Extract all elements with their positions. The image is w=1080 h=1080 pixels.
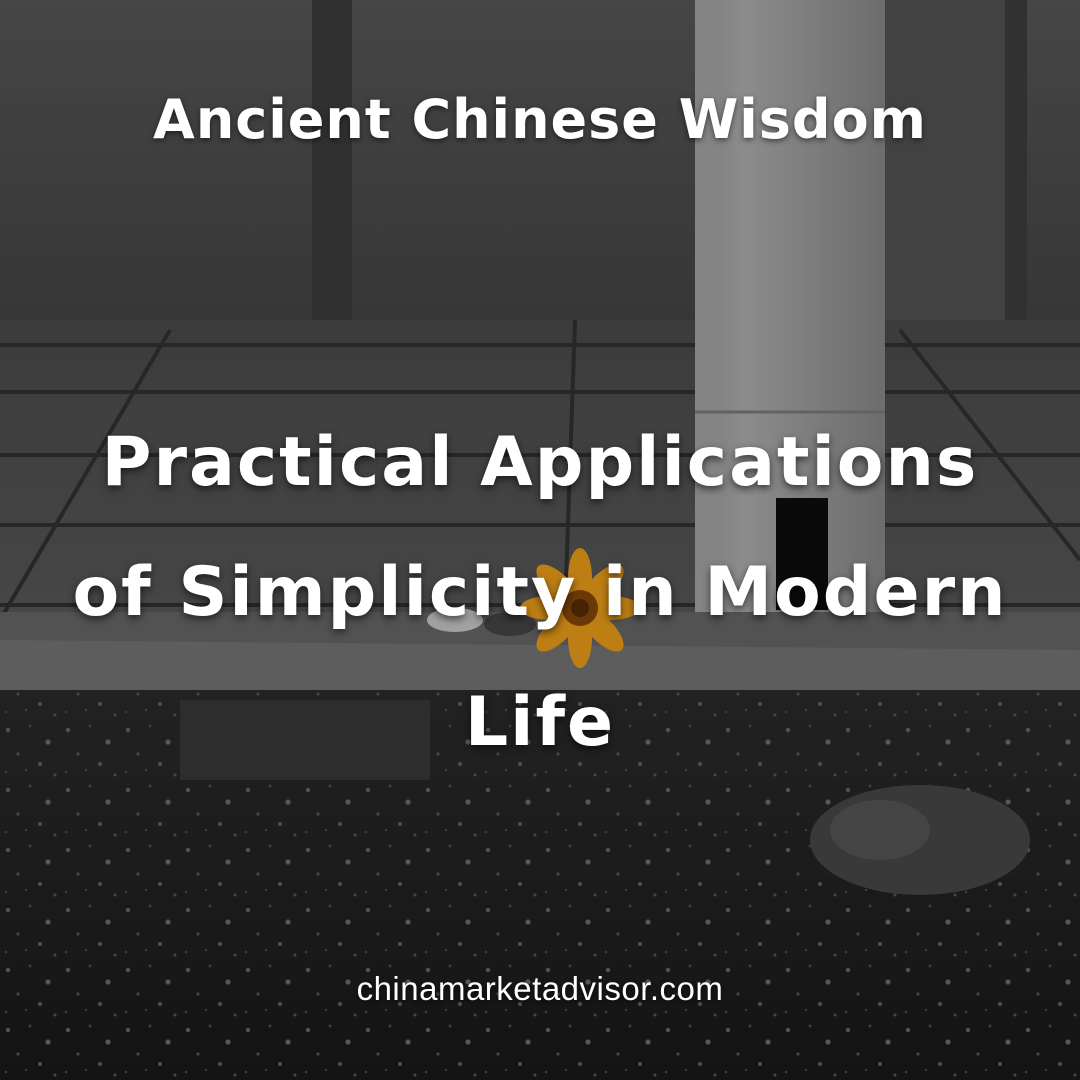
headline: Practical Applications of Simplicity in Modern Life xyxy=(72,423,1008,762)
series-title: Ancient Chinese Wisdom xyxy=(153,88,927,151)
website-url: chinamarketadvisor.com xyxy=(356,970,724,1007)
